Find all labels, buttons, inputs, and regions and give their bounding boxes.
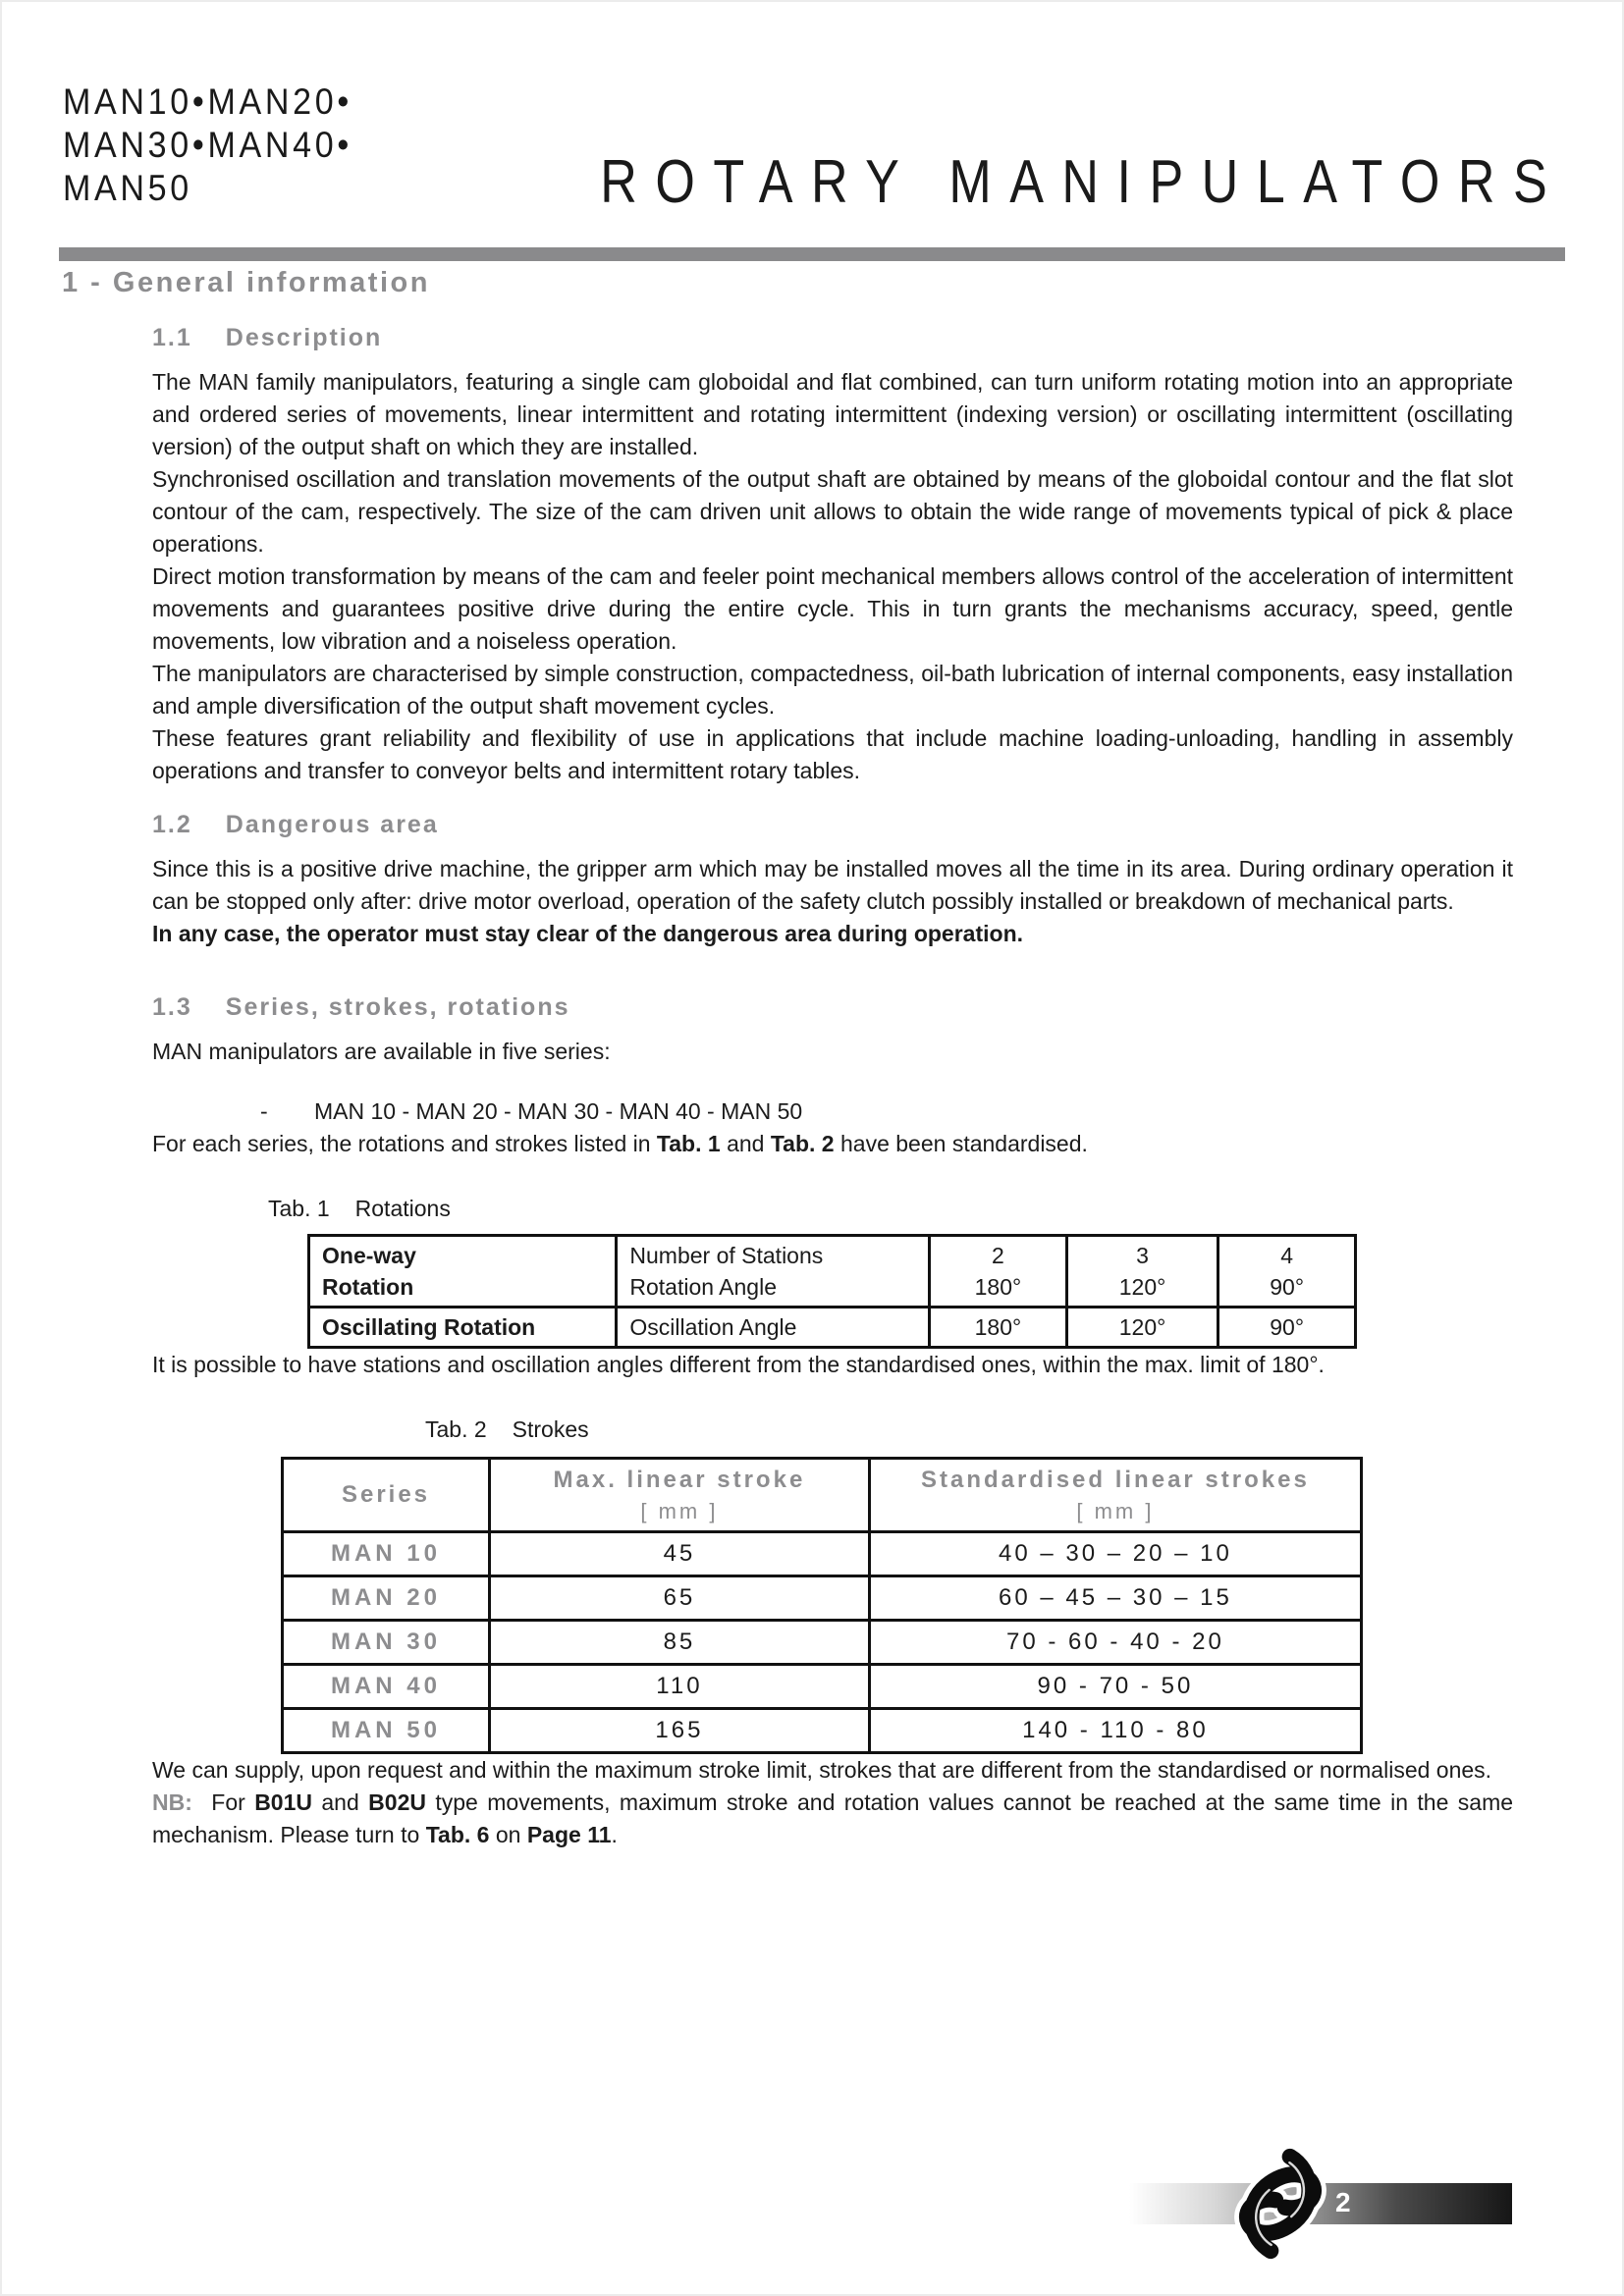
tab2-reference: Tab. 2 bbox=[770, 1131, 835, 1156]
rotation-type-cell: Oscillating Rotation bbox=[309, 1308, 617, 1348]
rotation-attr-cell bbox=[617, 1236, 930, 1308]
stations-value: 3 bbox=[1136, 1243, 1149, 1268]
std-strokes-cell: 70 - 60 - 40 - 20 bbox=[869, 1621, 1361, 1665]
series-cell: MAN 40 bbox=[283, 1665, 490, 1709]
series-cell: MAN 30 bbox=[283, 1621, 490, 1665]
description-paragraph: Synchronised oscillation and translation movements of the output shaft are obtained by means of the globoidal contour and the flat slot contour of the cam, respectively. The size of the cam driven unit allows to obtain the wide range of movements typical of pick & place operations. bbox=[152, 466, 1513, 557]
text-run: For each series, the rotations and strokes listed in bbox=[152, 1131, 657, 1156]
tab2-caption bbox=[425, 1416, 1513, 1443]
description-paragraph: Direct motion transformation by means of the cam and feeler point mechanical members allows control of the acceleration of intermittent movements and guarantees positive drive during the entire cycle. This in turn grants the mechanisms accuracy, speed, gentle movements, low vibration and a noiseless operation. bbox=[152, 563, 1513, 654]
oscillation-limit-note: It is possible to have stations and oscillation angles different from the standardised ones, within the max. limit of 180°. bbox=[152, 1352, 1325, 1377]
value-cell bbox=[930, 1236, 1067, 1308]
rotations-table bbox=[307, 1234, 1357, 1349]
subsection-number: 1.2 bbox=[152, 811, 192, 838]
page11-reference: Page 11 bbox=[526, 1822, 612, 1847]
cell-line: Rotation bbox=[322, 1274, 414, 1300]
header-text: Standardised linear strokes bbox=[921, 1467, 1310, 1493]
strokes-table bbox=[281, 1457, 1363, 1754]
value-cell bbox=[1218, 1236, 1356, 1308]
list-dash: - bbox=[260, 1098, 268, 1124]
angle-value: 180° bbox=[930, 1308, 1067, 1348]
page-number: 2 bbox=[1335, 2187, 1352, 2217]
angle-value: 90° bbox=[1270, 1274, 1305, 1300]
section-heading: 1 - General information bbox=[62, 267, 430, 298]
angle-value: 120° bbox=[1118, 1274, 1166, 1300]
list-text: MAN 10 - MAN 20 - MAN 30 - MAN 40 - MAN 50 bbox=[314, 1098, 803, 1124]
table-row bbox=[283, 1665, 1362, 1709]
cell-line: Number of Stations bbox=[629, 1243, 824, 1268]
text-run: For bbox=[201, 1789, 255, 1815]
max-stroke-cell: 85 bbox=[490, 1621, 870, 1665]
stations-value: 4 bbox=[1280, 1243, 1294, 1268]
subsection-title: Series, strokes, rotations bbox=[225, 993, 570, 1021]
max-stroke-cell: 110 bbox=[490, 1665, 870, 1709]
header-unit: [ mm ] bbox=[640, 1499, 719, 1523]
tab6-reference: Tab. 6 bbox=[425, 1822, 490, 1847]
content-column bbox=[152, 316, 1513, 1851]
angle-value: 120° bbox=[1066, 1308, 1218, 1348]
angle-value: 90° bbox=[1218, 1308, 1356, 1348]
stations-value: 2 bbox=[992, 1243, 1004, 1268]
series-header-cell bbox=[283, 1459, 490, 1532]
model-line-3: MAN50 bbox=[63, 168, 192, 208]
angle-value: 180° bbox=[974, 1274, 1022, 1300]
std-strokes-cell: 40 – 30 – 20 – 10 bbox=[869, 1532, 1361, 1576]
std-strokes-cell: 140 - 110 - 80 bbox=[869, 1709, 1361, 1753]
text-run: . bbox=[611, 1822, 618, 1847]
text-run: on bbox=[489, 1822, 527, 1847]
b02u-reference: B02U bbox=[368, 1789, 426, 1815]
header-text: Max. linear stroke bbox=[553, 1467, 806, 1493]
dangerous-area-paragraph: Since this is a positive drive machine, the gripper arm which may be installed moves all the time in its area. During ordinary operation it can be stopped only after: drive motor overload, operation of the safety clutch possibly installed or breakdown of mechanical parts. bbox=[152, 856, 1513, 914]
rotation-type-cell bbox=[309, 1236, 617, 1308]
table-header-row bbox=[283, 1459, 1362, 1532]
table-row bbox=[283, 1621, 1362, 1665]
nb-note bbox=[152, 1787, 1513, 1851]
b01u-reference: B01U bbox=[254, 1789, 312, 1815]
subsection-heading-dangerous-area bbox=[152, 811, 1513, 839]
max-stroke-cell: 65 bbox=[490, 1576, 870, 1621]
series-list-item bbox=[260, 1095, 1513, 1128]
std-strokes-header-cell bbox=[869, 1459, 1361, 1532]
tab2-caption-title: Strokes bbox=[512, 1416, 589, 1442]
subsection-number: 1.1 bbox=[152, 324, 192, 351]
table-row bbox=[283, 1576, 1362, 1621]
standardised-note bbox=[152, 1128, 1513, 1160]
header-text: Series bbox=[341, 1481, 431, 1508]
text-run: type movements, maximum stroke and rotation values cannot be reached at the same time in the same mechanism. Please turn to bbox=[152, 1789, 1514, 1847]
header-rule bbox=[59, 247, 1565, 261]
table-row bbox=[283, 1709, 1362, 1753]
table-row bbox=[309, 1236, 1356, 1308]
table-row bbox=[283, 1532, 1362, 1576]
company-logo-icon bbox=[1233, 2144, 1327, 2264]
dangerous-area-warning: In any case, the operator must stay clear of the dangerous area during operation. bbox=[152, 921, 1024, 946]
cell-line: Rotation Angle bbox=[629, 1274, 778, 1300]
header-unit: [ mm ] bbox=[1076, 1499, 1155, 1523]
tab1-caption-title: Rotations bbox=[354, 1196, 451, 1221]
description-paragraph: The MAN family manipulators, featuring a single cam globoidal and flat combined, can turn uniform rotating motion into an appropriate and ordered series of movements, linear intermittent and rotating intermittent (indexing version) or oscillating intermittent (oscillating version) of the output shaft on which they are installed. bbox=[152, 369, 1513, 459]
tab2-caption-label: Tab. 2 bbox=[425, 1416, 487, 1442]
subsection-title: Dangerous area bbox=[225, 811, 439, 838]
tab1-reference: Tab. 1 bbox=[656, 1131, 721, 1156]
rotation-attr-cell: Oscillation Angle bbox=[617, 1308, 930, 1348]
page-title: ROTARY MANIPULATORS bbox=[600, 148, 1565, 216]
table-row bbox=[309, 1308, 1356, 1348]
model-list bbox=[63, 80, 352, 210]
series-cell: MAN 20 bbox=[283, 1576, 490, 1621]
cell-line: One-way bbox=[322, 1243, 416, 1268]
series-intro: MAN manipulators are available in five series: bbox=[152, 1039, 611, 1064]
description-paragraph: The manipulators are characterised by simple construction, compactedness, oil-bath lubrication of internal components, easy installation and ample diversification of the output shaft movement cycles. bbox=[152, 661, 1513, 719]
model-line-2: MAN30•MAN40• bbox=[63, 125, 353, 165]
tab1-caption-label: Tab. 1 bbox=[268, 1196, 330, 1221]
max-stroke-cell: 165 bbox=[490, 1709, 870, 1753]
std-strokes-cell: 60 – 45 – 30 – 15 bbox=[869, 1576, 1361, 1621]
nb-label: NB: bbox=[152, 1789, 192, 1815]
subsection-number: 1.3 bbox=[152, 993, 192, 1021]
subsection-heading-series-strokes-rotations bbox=[152, 993, 1513, 1022]
tab1-caption bbox=[268, 1196, 1513, 1222]
supply-note: We can supply, upon request and within the maximum stroke limit, strokes that are different from the standardised or normalised ones. bbox=[152, 1757, 1492, 1783]
text-run: and bbox=[720, 1131, 771, 1156]
model-line-1: MAN10•MAN20• bbox=[63, 81, 353, 122]
series-cell: MAN 50 bbox=[283, 1709, 490, 1753]
description-paragraph: These features grant reliability and flexibility of use in applications that include machine loading-unloading, handling in assembly operations and transfer to conveyor belts and intermittent rotary tables. bbox=[152, 725, 1513, 783]
text-run: have been standardised. bbox=[834, 1131, 1088, 1156]
std-strokes-cell: 90 - 70 - 50 bbox=[869, 1665, 1361, 1709]
subsection-title: Description bbox=[225, 324, 383, 351]
text-run: and bbox=[312, 1789, 369, 1815]
series-cell: MAN 10 bbox=[283, 1532, 490, 1576]
max-stroke-cell: 45 bbox=[490, 1532, 870, 1576]
subsection-heading-description bbox=[152, 324, 1513, 352]
max-stroke-header-cell bbox=[490, 1459, 870, 1532]
value-cell bbox=[1066, 1236, 1218, 1308]
